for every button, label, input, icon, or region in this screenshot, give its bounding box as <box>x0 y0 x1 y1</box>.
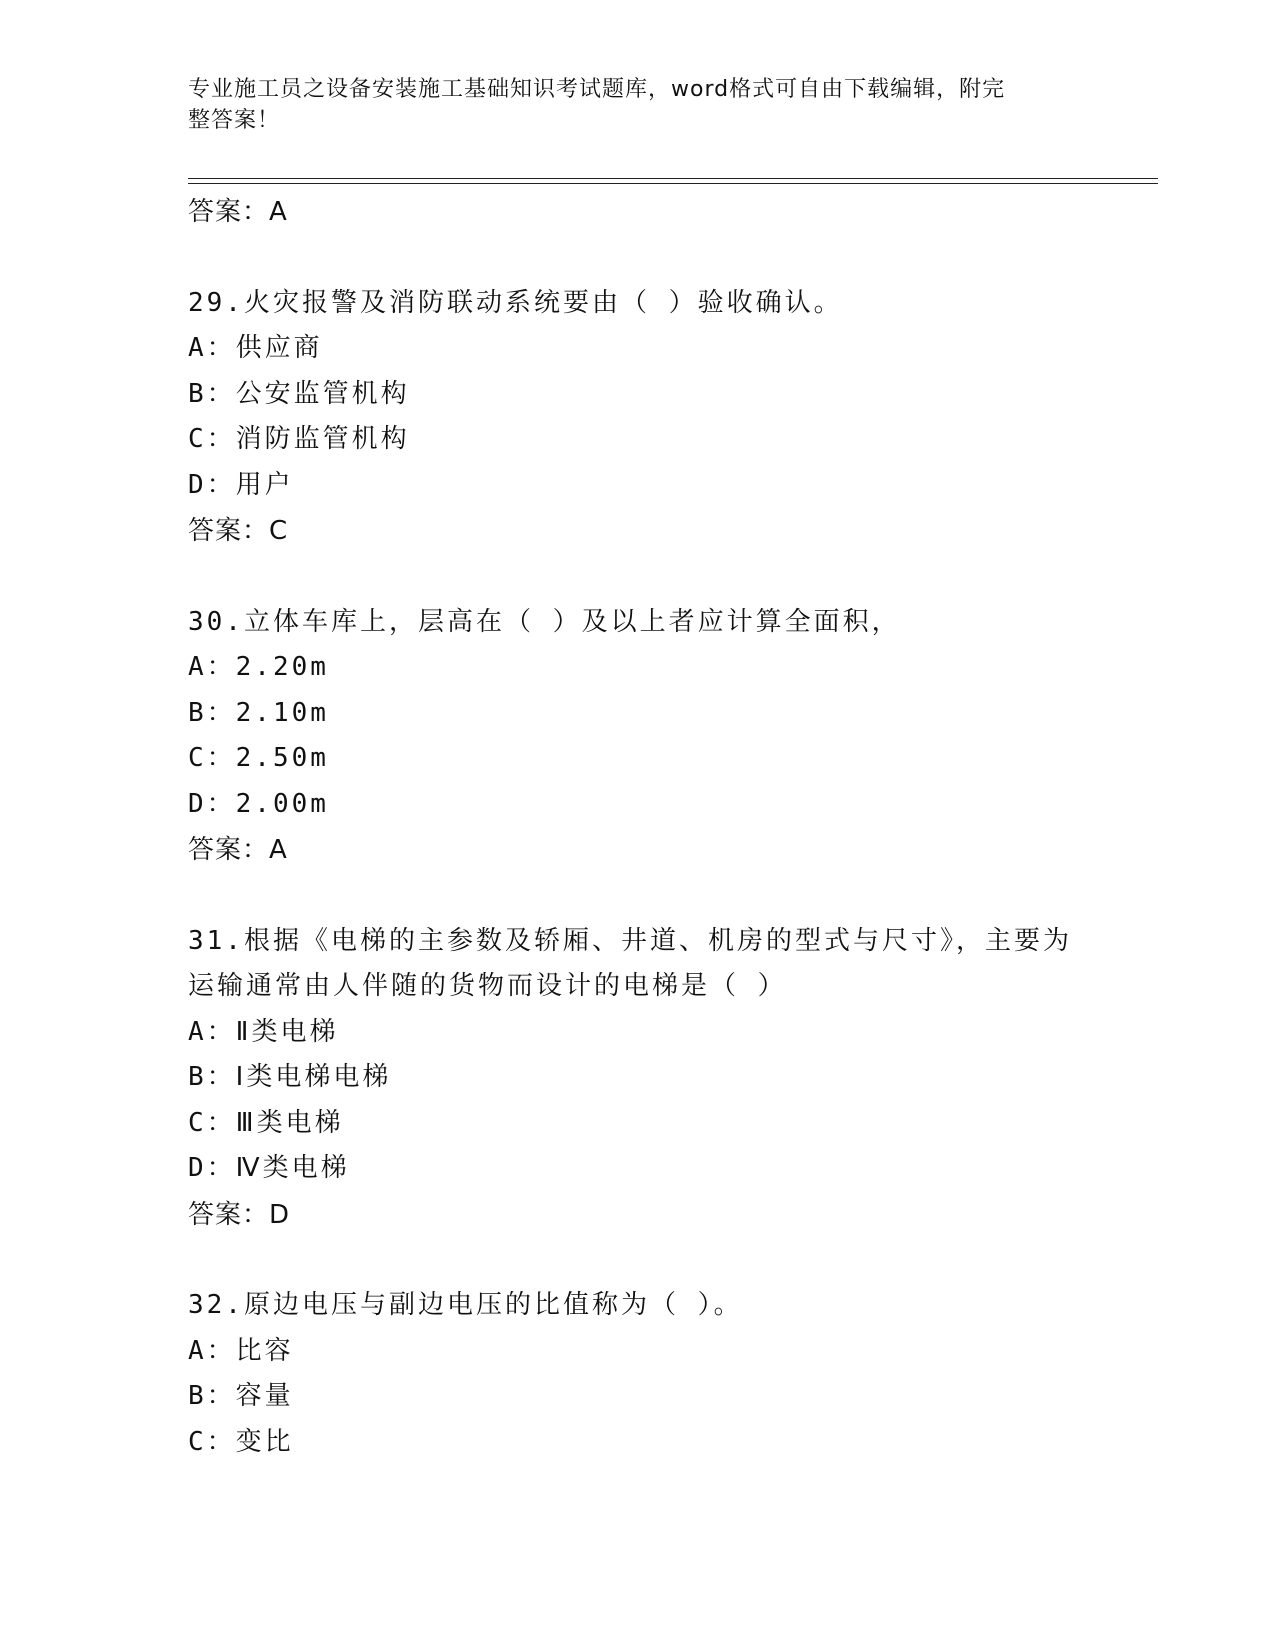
option-a: A：2.20m <box>188 652 329 682</box>
option-b: B：容量 <box>188 1381 294 1411</box>
option-c: C：消防监管机构 <box>188 424 410 454</box>
option-b: B：2.10m <box>188 697 329 728</box>
option-c: C：2.50m <box>188 743 329 773</box>
option-b: B：公安监管机构 <box>188 378 410 409</box>
header-line-2: 整答案！ <box>188 108 281 133</box>
question-29 <box>188 281 1088 555</box>
question-30 <box>188 600 1088 874</box>
option-d: D：用户 <box>188 469 294 500</box>
question-title: 30.立体车库上，层高在（ ）及以上者应计算全面积， <box>188 606 901 637</box>
option-b: B：Ⅰ类电梯电梯 <box>188 1062 392 1092</box>
option-c: C：Ⅲ类电梯 <box>188 1107 344 1138</box>
header-line-1: 专业施工员之设备安装施工基础知识考试题库，word格式可自由下载编辑，附完 <box>188 77 1006 102</box>
question-title: 32.原边电压与副边电压的比值称为（ ）。 <box>188 1290 743 1320</box>
document-header <box>188 74 1068 136</box>
header-divider-top <box>188 178 1158 179</box>
option-d: D：2.00m <box>188 788 329 819</box>
question-title: 29.火灾报警及消防联动系统要由（ ）验收确认。 <box>188 287 843 318</box>
option-a: A：Ⅱ类电梯 <box>188 1016 339 1047</box>
question-32 <box>188 1283 1088 1465</box>
option-d: D：Ⅳ类电梯 <box>188 1153 350 1183</box>
option-a: A：供应商 <box>188 333 323 363</box>
header-divider-bottom <box>188 183 1158 184</box>
answer-line: 答案：D <box>188 1199 291 1230</box>
answer-line: 答案：A <box>188 835 288 865</box>
question-title-line-1: 31.根据《电梯的主参数及轿厢、井道、机房的型式与尺寸》，主要为 <box>188 925 1072 956</box>
question-31 <box>188 919 1088 1238</box>
option-a: A：比容 <box>188 1335 294 1366</box>
question-title-line-2: 运输通常由人伴随的货物而设计的电梯是（ ） <box>188 971 787 1001</box>
answer-line: 答案：A <box>188 197 288 227</box>
answer-line: 答案：C <box>188 516 289 546</box>
question-list <box>188 189 1088 1465</box>
option-c: C：变比 <box>188 1426 294 1457</box>
